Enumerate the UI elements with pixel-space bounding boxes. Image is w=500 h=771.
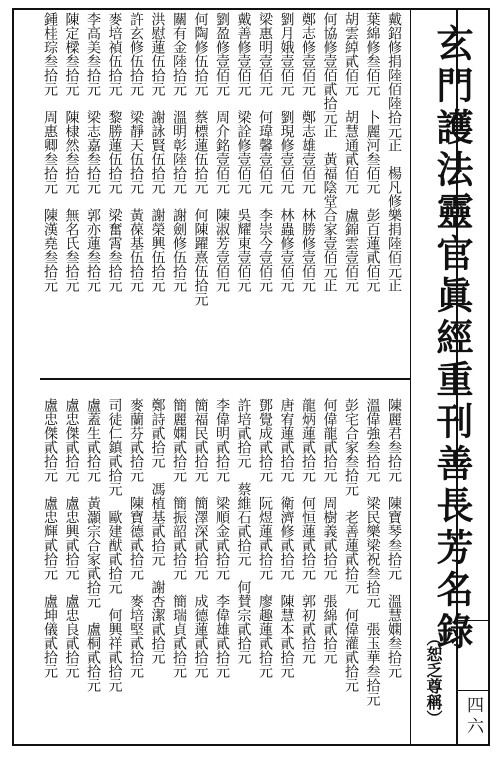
donor-column: 龍炳蓮貳拾元 何恒蓮貳拾元 郭初貳拾元 bbox=[300, 398, 316, 664]
donor-column: 盧蓋生貳拾元 黃灝宗合家貳拾元 盧桐貳拾元 bbox=[85, 398, 101, 692]
donor-column: 何陶修伍拾元 蔡標蓮伍拾元 何陳躍熹伍拾元 bbox=[192, 12, 209, 306]
donor-column: 簡麗嫻貳拾元 簡振韶貳拾元 簡瑞貞貳拾元 bbox=[171, 398, 187, 678]
page-title: 玄門護法靈官眞經重刊善長芳名錄 bbox=[430, 24, 474, 654]
donor-column: 陳麗君叁拾元 陳寶琴叁拾元 溫慧嫻叁拾元 bbox=[386, 398, 402, 678]
donor-column: 洪慰蓮伍拾元 謝詠賢伍拾元 謝榮興伍拾元 bbox=[149, 12, 166, 292]
donor-column: 麥培禎伍拾元 黎勝蓮伍拾元 梁奮霄叁拾元 bbox=[106, 12, 123, 292]
donor-column: 戴鉊修捐陸佰陸拾元正 楊凡修樂捐陸佰元正 bbox=[386, 12, 402, 292]
donor-column: 司徒仁鎮貳拾元 歐建猷貳拾元 何興祥貳拾元 bbox=[106, 398, 123, 692]
donor-column: 彭宅合家叁拾元 老善蓮貳拾元 何偉灌貳拾元 bbox=[343, 398, 359, 692]
donor-column: 何協修壹佰貳拾元正 黃福陰堂合家壹佰元正 bbox=[321, 12, 338, 292]
page-subtitle: （恕乏尊稱） bbox=[424, 630, 443, 726]
bottom-border-line bbox=[12, 744, 490, 746]
donor-column: 許玄修伍拾元 梁靜天伍拾元 黃葆基伍拾元 bbox=[128, 12, 144, 292]
section-divider-line bbox=[40, 378, 410, 380]
donor-column: 盧忠傑貳拾元 盧忠輝貳拾元 盧坤儀貳拾元 bbox=[42, 398, 58, 678]
donor-column: 唐宥蓮貳拾元 衛濟修貳拾元 陳慧本貳拾元 bbox=[278, 398, 295, 678]
left-border-line bbox=[12, 8, 14, 746]
donor-column: 關有金陸拾元 溫明彰陸拾元 謝劍修伍拾元 bbox=[171, 12, 187, 292]
right-border-line bbox=[488, 8, 490, 746]
donor-column: 鄭詩貳拾元 馮植基貳拾元 謝杏潔貳拾元 bbox=[149, 398, 166, 664]
donor-column: 葉綿修叁佰元 卜麗河叁佰元 彭百蓮貳佰元 bbox=[364, 12, 381, 292]
donor-column: 戴善修壹佰元 梁詮修壹佰元 吳耀東壹佰元 bbox=[235, 12, 252, 292]
donor-column: 鄭志修壹佰元 鄭志雄壹佰元 林勝修壹佰元 bbox=[300, 12, 316, 292]
donor-column: 溫偉強叁拾元 梁民樂梁祝叁拾元 張玉華叁拾元 bbox=[364, 398, 381, 706]
donor-column: 鄧覺成貳拾元 阮煜蓮貳拾元 廖趣蓮貳拾元 bbox=[257, 398, 273, 678]
donor-column: 陳定樑叁拾元 陳棣然叁拾元 無名氏叁拾元 bbox=[63, 12, 80, 292]
top-border-line bbox=[12, 8, 490, 10]
donor-column: 胡雲綽貳佰元 胡慧通貳佰元 盧錦雲壹佰元 bbox=[343, 12, 359, 292]
donor-column: 劉盈修壹佰元 周介銘壹佰元 陳淑芳壹佰元 bbox=[214, 12, 230, 292]
donor-column: 李高美叁拾元 梁志嘉叁拾元 郭亦蓮叁拾元 bbox=[85, 12, 101, 292]
donor-column: 盧忠傑貳拾元 盧忠興貳拾元 盧忠良貳拾元 bbox=[63, 398, 80, 678]
donor-column: 何偉龍貳拾元 周樹義貳拾元 張綿貳拾元 bbox=[321, 398, 338, 664]
donor-column: 梁惠明壹佰元 何瑋馨壹佰元 李崇今壹佰元 bbox=[257, 12, 273, 292]
donor-column: 劉月娥壹佰元 劉現修壹佰元 林蟲修壹佰元 bbox=[278, 12, 295, 292]
donor-column: 許培貳拾元 蔡維石貳拾元 何賛宗貳拾元 bbox=[235, 398, 252, 664]
donor-column: 鍾桂琮叁拾元 周惠卿叁拾元 陳漢堯叁拾元 bbox=[42, 12, 58, 292]
page-number: 四六 bbox=[463, 696, 483, 738]
donor-column: 簡福民貳拾元 簡澤深貳拾元 成德蓮貳拾元 bbox=[192, 398, 209, 678]
donor-column: 李偉明貳拾元 梁順金貳拾元 李偉雄貳拾元 bbox=[214, 398, 230, 678]
donor-column: 麥蘭芬貳拾元 陳寶德貳拾元 麥培堅貳拾元 bbox=[128, 398, 144, 678]
title-divider-line bbox=[410, 8, 411, 746]
sidebar-cross-line-lower bbox=[456, 690, 488, 691]
